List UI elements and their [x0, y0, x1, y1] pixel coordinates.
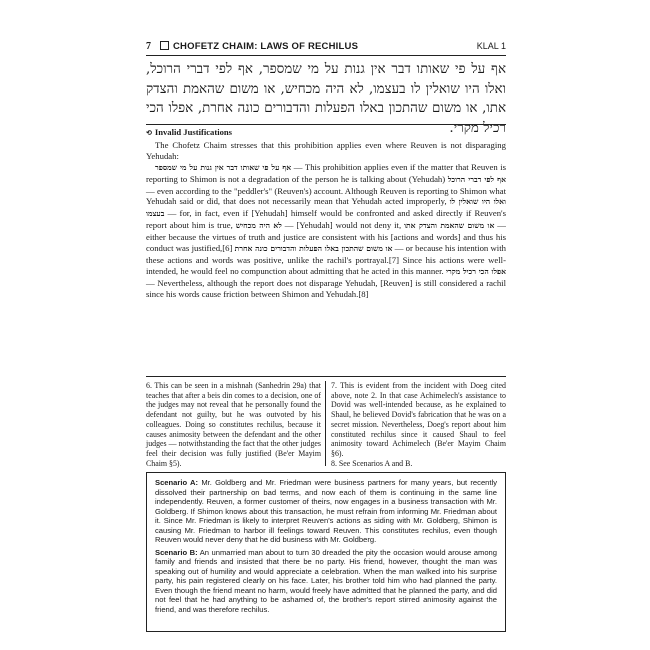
hebrew-phrase: אף על פי שאותו דבר אין גנות על מי שמספר [155, 162, 292, 172]
hebrew-phrase: אף לפי דברי הרוכל [447, 174, 506, 184]
commentary [146, 127, 506, 300]
section-mark-icon: ⟲ [146, 129, 152, 137]
footnote-column-divider [325, 381, 326, 466]
commentary-text: — This prohibition applies even if the matter that Reuven is reporting to Shimon is not a degradation of the person he is talking about (Yehudah) [146, 161, 507, 184]
scenario-b-label: Scenario B: [155, 547, 198, 557]
scenario-a-label: Scenario A: [155, 478, 199, 487]
commentary-text: — or because his intention with these actions and words was positive, unlike the rachil's portrayal.[7] Since his actions were well-intended, he would feel no compunction about admitting that he acted in this manner. [146, 243, 506, 276]
scenarios-box [146, 472, 506, 632]
hebrew-main-text: אף על פי שאותו דבר אין גנות על מי שמספר, אף לפי דברי הרוכל, ואלו היו שואלין לו בעצמו, לא היה מכחיש, או משום שהאמת והצדק אתו, או משום שהתכון באלו הפעלות והדבורים כונה אחרת, אפלו הכי רכיל מקרי. [146, 62, 506, 136]
commentary-text: — either because the virtues of truth and justice are consistent with his [actions and words] and thus his conduct was justified,[6] [146, 220, 506, 254]
footnote-column-left [146, 381, 321, 468]
footnote-7: 7. This is evident from the incident with Doeg cited above, note 2. In that case Achimelech's assistance to Dovid was well-intended because, as he explained to Shaul, he believed Dovid's fabrication that he was on a secret mission. Nevertheless, Doeg's report about him constituted rechilus since it caused Shaul to feel animosity toward Achimelech (Be'er Mayim Chaim §6). [331, 381, 506, 458]
commentary-heading [146, 127, 506, 139]
commentary-text: — for, in fact, even if [Yehudah] himself would be confronted and asked directly if Reuven's report about him is true, [146, 208, 506, 231]
hebrew-phrase: או משום שהאמת והצדק אתו [404, 221, 495, 231]
commentary-intro: The Chofetz Chaim stresses that this prohibition applies even where Reuven is not disparaging Yehudah: [146, 139, 506, 161]
commentary-heading-text: Invalid Justifications [154, 127, 232, 137]
section-label: KLAL 1 [476, 41, 506, 51]
footnote-divider [146, 376, 506, 377]
scenario-a-text: Mr. Goldberg and Mr. Friedman were business partners for many years, but recently dissolved their partnership on bad terms, and now each of them is continuing in the same line independently. Reuven, a former customer of theirs, now engages in a business transaction with Mr. Goldberg. If Shimon knows about this transaction, he must refrain from informing Mr. Friedman about it. Since Mr. Friedman is likely to interpret Reuven's actions as siding with Mr. Goldberg, Shimon is causing Mr. Friedman to harbor ill feelings toward Reuven. This constitutes rechilus, even though Reuven would never deny that he did business with Mr. Goldberg. [155, 478, 497, 544]
scenario-a [155, 478, 497, 545]
hebrew-phrase: או משום שהתכון באלו הפעלות והדבורים כונה אחרת [234, 244, 393, 254]
commentary-text: — Nevertheless, although the report does not disparage Yehudah, [Reuven] is still considered a rachil since his words cause friction between Shimon and Yehudah.[8] [146, 277, 506, 299]
section-divider [146, 124, 506, 125]
commentary-text: — [Yehudah] would not deny it, [281, 220, 405, 231]
footnote-6: 6. This can be seen in a mishnah (Sanhedrin 29a) that teaches that after a beis din comes to a decision, one of the judges may not reveal that he personally found the defendant not guilty, but he was outvoted by his colleagues. Doing so constitutes rechilus, because it causes animosity between the defendant and the other judges — notwithstanding the fact that the other judges feel their decision was fully justified (Be'er Mayim Chaim §5). [146, 381, 321, 468]
scenario-b-text: An unmarried man about to turn 30 dreaded the pity the occasion would arouse among family and friends and insisted that there be no party. His friend, however, thought the man was speaking out of humility and would appreciate a celebration. When the man walked into his surprise party, his pain registered clearly on his face. Later, his brother told him who had planned the party. Even though the friend meant no harm, would freely have admitted that he planned the party, and did not feel that he had anything to be ashamed of, the brother's report stirred animosity against the friend, and was therefore rechilus. [155, 547, 498, 614]
hebrew-phrase: ואלו היו שואלין לו בעצמו [146, 197, 507, 219]
commentary-body [146, 162, 506, 300]
square-bullet-icon [160, 41, 169, 50]
scenario-b [155, 548, 497, 615]
running-title-text: CHOFETZ CHAIM: LAWS OF RECHILUS [173, 41, 359, 52]
running-title [160, 41, 358, 52]
hebrew-phrase: אפלו הכי רכיל מקרי [445, 266, 506, 276]
page-number: 7 [146, 41, 151, 52]
page-header [146, 41, 506, 56]
hebrew-phrase: לא היה מכחיש [235, 221, 282, 231]
footnote-column-right [331, 381, 506, 468]
commentary-text: — even according to the "peddler's" (Reuven's) account. Although Reuven is reporting to Shimon what Yehudah said or did, that does not necessarily mean that Yehudah acted improperly, [146, 185, 506, 207]
footnote-8: 8. See Scenarios A and B. [331, 458, 413, 468]
